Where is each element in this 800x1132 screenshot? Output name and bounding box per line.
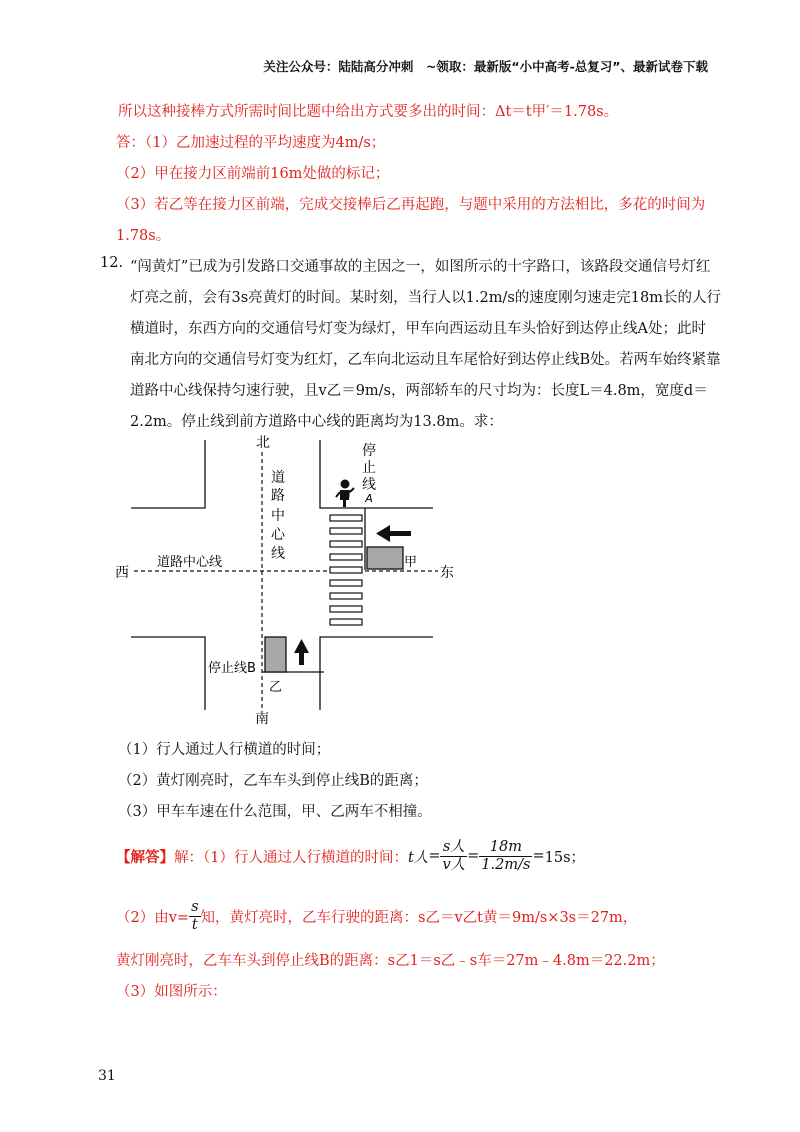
question-line-4: 南北方向的交通信号灯变为红灯，乙车向北运动且车尾恰好到达停止线B处。若两车始终紧靠 — [130, 352, 721, 368]
crosswalk-stripe — [330, 528, 362, 534]
formula-variable: t人 — [407, 849, 429, 866]
crosswalk — [330, 515, 362, 625]
solution-label: 【解答】 — [116, 848, 174, 866]
west-label: 西 — [115, 565, 129, 581]
question-line-2: 灯亮之前，会有3s亮黄灯的时间。某时刻，当行人以1.2m/s的速度刚匀速走完18m长的人行 — [130, 290, 721, 306]
question-number: 12. — [100, 255, 124, 271]
subquestion-2: （2）黄灯刚亮时，乙车车头到停止线B的距离； — [118, 773, 428, 789]
vertical-centerline-char: 中 — [271, 508, 285, 524]
formula-pedestrian-time: t人 = $\frac{\text{s人}}{\text{v人}}$ = $\frac{18m}{1.2m/s}$ = 15s； — [407, 838, 586, 873]
south-label: 南 — [255, 711, 269, 727]
road-edge-southeast — [320, 637, 433, 710]
vertical-centerline-char: 道 — [271, 470, 285, 486]
question-line-3: 横道时，东西方向的交通信号灯变为绿灯，甲车向西运动且车头恰好到达停止线A处；此时 — [130, 321, 706, 337]
north-label: 北 — [256, 435, 270, 451]
stop-line-a-char: 止 — [362, 460, 376, 476]
solution-part-2 — [116, 898, 637, 934]
fraction-denominator: 1.2m/s — [481, 856, 531, 873]
stop-line-a-letter: A — [365, 492, 373, 505]
subquestion-3: （3）甲车车速在什么范围，甲、乙两车不相撞。 — [118, 804, 432, 820]
east-label: 东 — [440, 565, 454, 581]
pedestrian-icon — [336, 480, 354, 508]
prev-answer-line-1: 所以这种接棒方式所需时间比题中给出方式要多出的时间：Δt＝t甲′＝1.78s。 — [118, 104, 619, 120]
stop-line-b-label: 停止线B — [208, 661, 256, 676]
vertical-centerline-char: 线 — [271, 546, 285, 562]
crosswalk-stripe — [330, 619, 362, 625]
formula-fraction — [440, 839, 467, 874]
fraction-denominator: t — [191, 916, 198, 933]
solution-part-2-prefix: （2）由v= — [116, 909, 190, 926]
road-edge-southwest — [131, 637, 205, 710]
vertical-centerline-char: 心 — [271, 527, 285, 543]
formula-fraction — [479, 839, 532, 874]
arrow-left-icon — [376, 525, 411, 542]
crosswalk-stripe — [330, 554, 362, 560]
crosswalk-stripe — [330, 541, 362, 547]
subquestion-1: （1）行人通过人行横道的时间； — [118, 742, 331, 758]
question-line-5: 道路中心线保持匀速行驶，且v乙＝9m/s，两部轿车的尺寸均为：长度L＝4.8m，宽度d＝ — [130, 383, 708, 399]
fraction-denominator: v人 — [442, 856, 466, 873]
crosswalk-stripe — [330, 580, 362, 586]
car-jia — [367, 547, 403, 569]
arrow-up-icon — [294, 639, 309, 665]
prev-answer-line-4: （3）若乙等在接力区前端，完成交接棒后乙再起跑，与题中采用的方法相比，多花的时间为 — [116, 197, 706, 213]
formula-fraction — [189, 899, 200, 934]
solution-part-1-prefix: 解：（1）行人通过人行横道的时间： — [174, 849, 408, 866]
question-line-6: 2.2m。停止线到前方道路中心线的距离均为13.8m。求： — [130, 414, 503, 430]
fraction-numerator: s人 — [440, 839, 467, 857]
car-yi — [265, 637, 286, 672]
horizontal-centerline-label: 道路中心线 — [157, 555, 223, 570]
stop-line-a-char: 线 — [362, 477, 376, 493]
crosswalk-stripe — [330, 593, 362, 599]
solution-part-2-line-2: 黄灯刚亮时，乙车车头到停止线B的距离：s乙1＝s乙﹣s车＝27m﹣4.8m＝22.2m； — [116, 953, 665, 969]
car-yi-label: 乙 — [269, 680, 283, 695]
solution-part-3: （3）如图所示： — [116, 984, 227, 1000]
prev-answer-line-2: 答：（1）乙加速过程的平均速度为4m/s； — [116, 135, 386, 151]
fraction-numerator: 18m — [479, 839, 532, 857]
question-line-1: “闯黄灯”已成为引发路口交通事故的主因之一，如图所示的十字路口，该路段交通信号灯红 — [130, 259, 711, 275]
crosswalk-stripe — [330, 606, 362, 612]
crosswalk-stripe — [330, 567, 362, 573]
car-jia-label: 甲 — [404, 555, 418, 570]
fraction-numerator: s — [191, 898, 199, 915]
formula-result: 15s； — [544, 849, 586, 866]
solution-part-2-suffix: 知，黄灯亮时，乙车行驶的距离：s乙＝v乙t黄＝9m/s×3s＝27m， — [200, 909, 638, 926]
stop-line-a-char: 停 — [362, 443, 376, 459]
crosswalk-stripe — [330, 515, 362, 521]
prev-answer-line-5: 1.78s。 — [116, 228, 171, 244]
road-edge-northeast — [320, 440, 433, 508]
page-header: 关注公众号：陆陆高分冲刺 ~领取：最新版“小中高考-总复习”、最新试卷下载 — [263, 59, 708, 74]
vertical-centerline-char: 路 — [271, 488, 285, 504]
page-number: 31 — [98, 1068, 116, 1084]
road-edge-northwest — [131, 440, 205, 508]
solution-part-1 — [116, 838, 585, 874]
prev-answer-line-3: （2）甲在接力区前端前16m处做的标记； — [116, 166, 390, 182]
